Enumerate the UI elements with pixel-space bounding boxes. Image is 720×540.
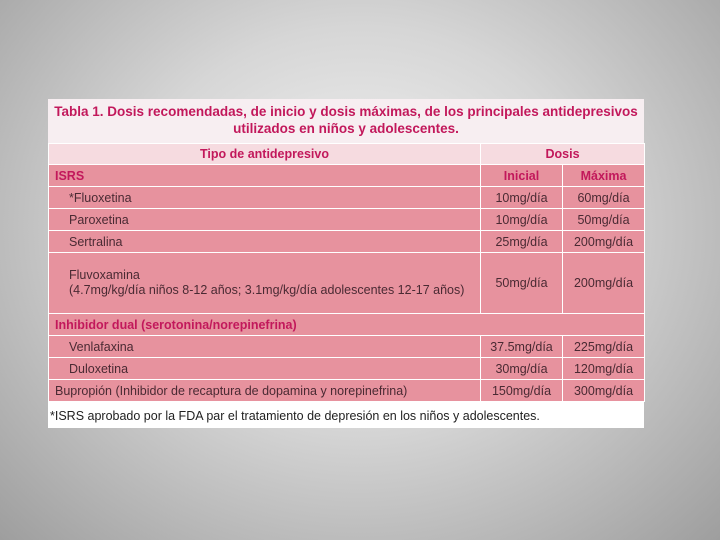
dose-initial: 37.5mg/día [481,336,563,358]
table-footnote: *ISRS aprobado por la FDA par el tratamiento de depresión en los niños y adolescentes. [50,409,540,423]
dose-max: 225mg/día [563,336,645,358]
group-label-isrs: ISRS [49,165,481,187]
drug-name-fluvoxamina [49,253,481,314]
dose-max: 200mg/día [563,253,645,314]
dose-max: 300mg/día [563,380,645,402]
dose-max: 200mg/día [563,231,645,253]
table-row [49,231,645,253]
drug-name: Venlafaxina [49,336,481,358]
dose-initial: 10mg/día [481,209,563,231]
header-row [49,144,645,165]
table-title-line-1: Tabla 1. Dosis recomendadas, de inicio y dosis máximas, de los principales antidepresivos [54,104,638,119]
dose-max: 60mg/día [563,187,645,209]
dosage-table-figure [48,99,644,428]
table-row-fluvoxamina [49,253,645,314]
drug-name: Sertralina [49,231,481,253]
dose-max: 120mg/día [563,358,645,380]
table-row [49,336,645,358]
group-row-dual [49,314,645,336]
dose-initial: 30mg/día [481,358,563,380]
drug-name: Paroxetina [49,209,481,231]
table-row-bupropion [49,380,645,402]
drug-name: Duloxetina [49,358,481,380]
header-dose: Dosis [481,144,645,165]
header-type: Tipo de antidepresivo [49,144,481,165]
dose-initial: 150mg/día [481,380,563,402]
table-title [48,99,644,143]
drug-name: *Fluoxetina [49,187,481,209]
group-label-dual: Inhibidor dual (serotonina/norepinefrina) [49,314,645,336]
dose-max: 50mg/día [563,209,645,231]
table-title-line-2: utilizados en niños y adolescentes. [233,121,459,136]
header-max: Máxima [563,165,645,187]
drug-dose-detail: (4.7mg/kg/día niños 8-12 años; 3.1mg/kg/día adolescentes 12-17 años) [69,283,465,297]
header-initial: Inicial [481,165,563,187]
drug-name: Fluvoxamina [69,268,140,282]
dosage-table [48,143,645,402]
group-row-isrs [49,165,645,187]
drug-name: Bupropión (Inhibidor de recaptura de dopamina y norepinefrina) [49,380,481,402]
table-row [49,358,645,380]
dose-initial: 10mg/día [481,187,563,209]
dose-initial: 50mg/día [481,253,563,314]
table-row [49,187,645,209]
table-row [49,209,645,231]
dose-initial: 25mg/día [481,231,563,253]
